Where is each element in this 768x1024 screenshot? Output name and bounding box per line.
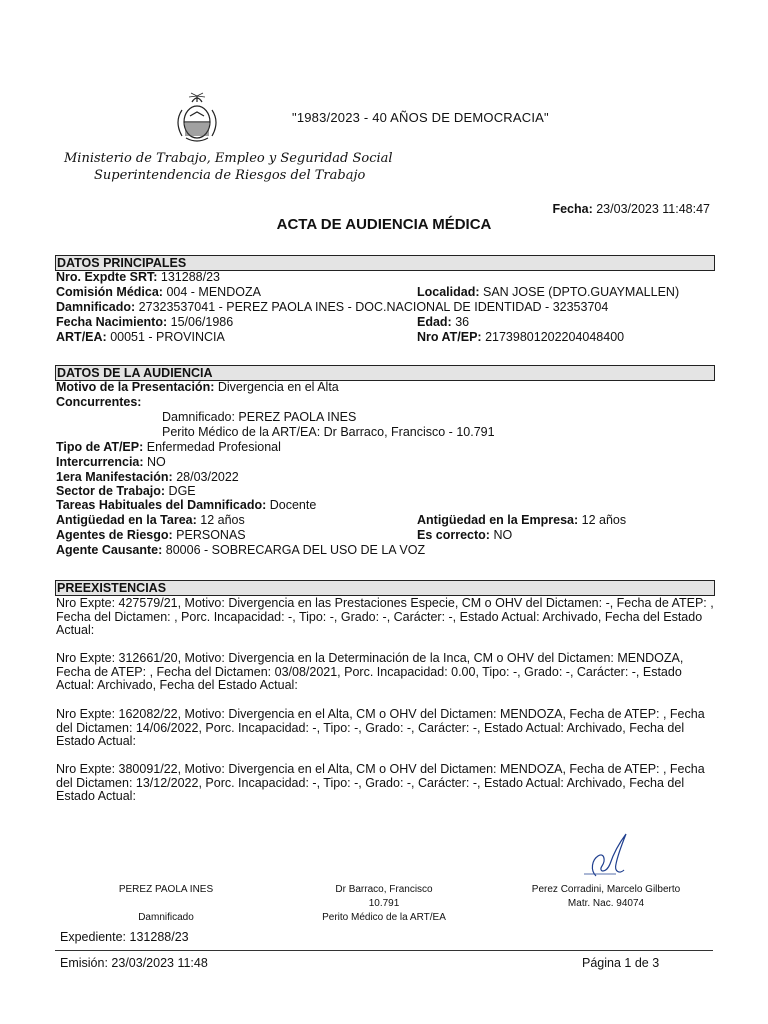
section-header-datos-audiencia: DATOS DE LA AUDIENCIA	[55, 365, 715, 381]
ministry-name	[64, 150, 393, 184]
field-localidad: Localidad: SAN JOSE (DPTO.GUAYMALLEN)	[417, 285, 680, 299]
page-number: Página 1 de 3	[582, 956, 660, 970]
field-antiguedad-tarea: Antigüedad en la Tarea: 12 años	[56, 513, 245, 527]
preexistencia-item: Nro Expte: 162082/22, Motivo: Divergencia en el Alta, CM o OHV del Dictamen: MENDOZA, Fecha de ATEP: , Fecha del Dictamen: 14/06/2022, Porc. Incapacidad: -, Tipo: -, Grado: -, Carácter: -, Estado Actual: Archivado, Fecha del Estado Actual:	[56, 707, 705, 748]
signature-damnificado	[96, 883, 236, 925]
field-tipo-at: Tipo de AT/EP: Enfermedad Profesional	[56, 440, 281, 454]
field-motivo: Motivo de la Presentación: Divergencia en el Alta	[56, 380, 339, 394]
coat-of-arms-seal	[172, 92, 222, 146]
ministry-line-2: Superintendencia de Riesgos del Trabajo	[94, 168, 366, 183]
field-es-correcto: Es correcto: NO	[417, 528, 513, 542]
perito-matricula: 10.791	[368, 898, 400, 909]
fecha-value: 23/03/2023 11:48:47	[596, 202, 710, 216]
preexistencia-item: Nro Expte: 312661/20, Motivo: Divergencia en la Determinación de la Inca, CM o OHV del Dictamen: MENDOZA, Fecha de ATEP: , Fecha del Dictamen: 03/08/2021, Porc. Incapacidad: 0.00, Tipo: -, Grado: -, Carácter: -, Estado Actual: Archivado, Fecha del Estado Actual:	[56, 651, 684, 692]
slogan: "1983/2023 - 40 AÑOS DE DEMOCRACIA"	[292, 110, 549, 125]
preexistencia-item: Nro Expte: 427579/21, Motivo: Divergencia en las Prestaciones Especie, CM o OHV del Dictamen: -, Fecha de ATEP: , Fecha del Dictamen: , Porc. Incapacidad: -, Tipo: -, Grado: -, Carácter: -, Estado Actual: Archivado, Fecha del Estado Actual:	[56, 596, 714, 637]
medico-matricula: Matr. Nac. 94074	[567, 898, 645, 909]
field-edad: Edad: 36	[417, 315, 470, 329]
signature-medico	[506, 883, 706, 911]
field-intercurrencia: Intercurrencia: NO	[56, 455, 166, 469]
field-concurrentes: Concurrentes:	[56, 395, 142, 409]
field-agente-causante: Agente Causante: 80006 - SOBRECARGA DEL USO DE LA VOZ	[56, 543, 426, 557]
field-nro-at: Nro AT/EP: 21739801202204048400	[417, 330, 625, 344]
perito-name: Dr Barraco, Francisco	[335, 884, 433, 895]
field-art: ART/EA: 00051 - PROVINCIA	[56, 330, 225, 344]
section-header-datos-principales: DATOS PRINCIPALES	[55, 255, 715, 271]
field-damnificado: Damnificado: 27323537041 - PEREZ PAOLA INES - DOC.NACIONAL DE IDENTIDAD - 32353704	[56, 300, 609, 314]
page-title: ACTA DE AUDIENCIA MÉDICA	[276, 216, 492, 233]
concurrente-damnificado: Damnificado: PEREZ PAOLA INES	[162, 410, 357, 424]
damnificado-role: Damnificado	[138, 912, 194, 923]
expediente: Expediente: 131288/23	[60, 930, 189, 944]
handwritten-signature	[576, 830, 632, 880]
field-sector: Sector de Trabajo: DGE	[56, 484, 196, 498]
footer-divider	[55, 950, 713, 951]
ministry-line-1: Ministerio de Trabajo, Empleo y Seguridad Social	[64, 151, 393, 166]
perito-role: Perito Médico de la ART/EA	[322, 912, 446, 923]
document-date	[552, 202, 710, 216]
field-manifestacion: 1era Manifestación: 28/03/2022	[56, 470, 239, 484]
signature-perito	[304, 883, 464, 925]
field-fecha-nacimiento: Fecha Nacimiento: 15/06/1986	[56, 315, 234, 329]
damnificado-name: PEREZ PAOLA INES	[118, 884, 214, 895]
fecha-label: Fecha:	[552, 202, 593, 216]
preexistencia-item: Nro Expte: 380091/22, Motivo: Divergencia en el Alta, CM o OHV del Dictamen: MENDOZA, Fecha de ATEP: , Fecha del Dictamen: 13/12/2022, Porc. Incapacidad: -, Tipo: -, Grado: -, Carácter: -, Estado Actual: Archivado, Fecha del Estado Actual:	[56, 762, 705, 803]
section-header-preexistencias: PREEXISTENCIAS	[55, 580, 715, 596]
medico-name: Perez Corradini, Marcelo Gilberto	[531, 884, 681, 895]
field-comision: Comisión Médica: 004 - MENDOZA	[56, 285, 261, 299]
emision: Emisión: 23/03/2023 11:48	[60, 956, 208, 970]
field-tareas: Tareas Habituales del Damnificado: Docente	[56, 498, 317, 512]
field-agentes-riesgo: Agentes de Riesgo: PERSONAS	[56, 528, 246, 542]
field-nro-expdte: Nro. Expdte SRT: 131288/23	[56, 270, 220, 284]
field-antiguedad-empresa: Antigüedad en la Empresa: 12 años	[417, 513, 627, 527]
concurrente-perito: Perito Médico de la ART/EA: Dr Barraco, Francisco - 10.791	[162, 425, 495, 439]
